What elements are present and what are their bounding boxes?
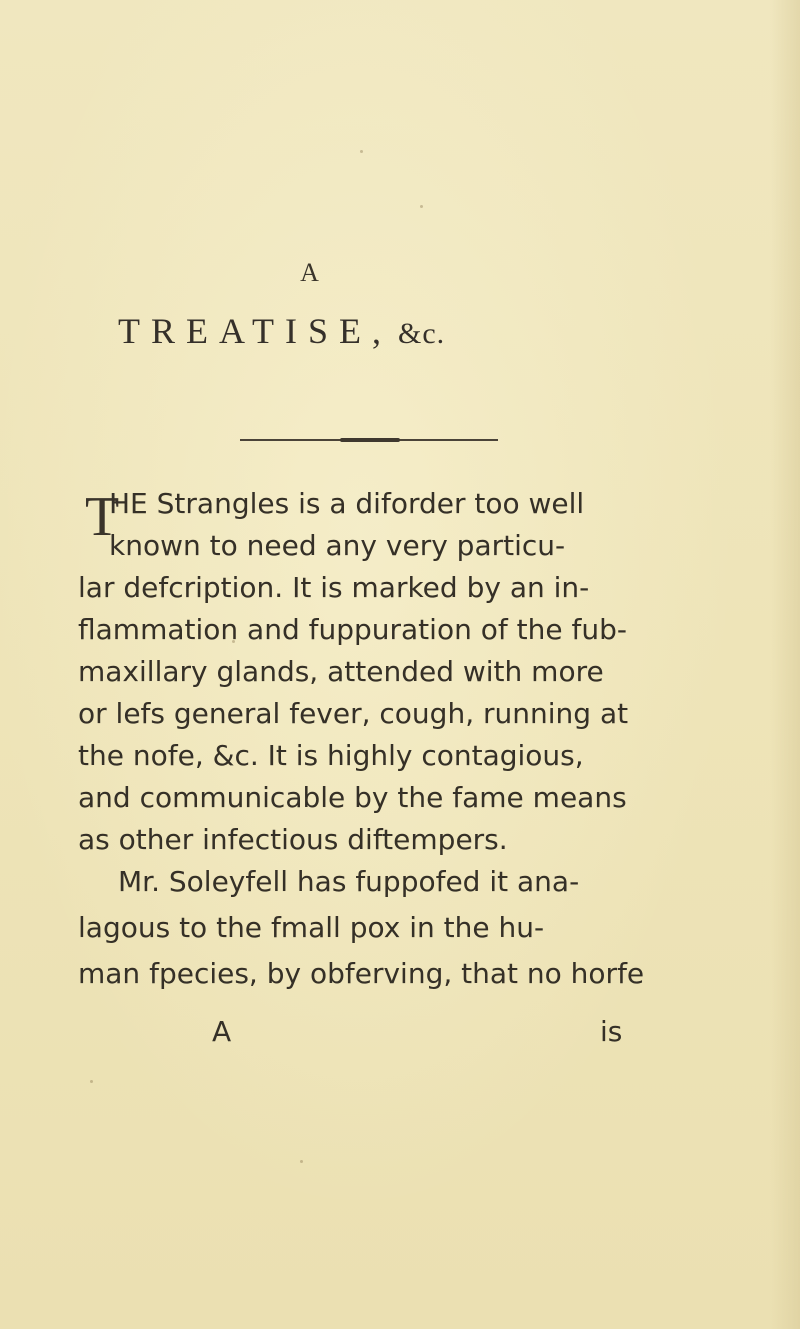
text-line: as other infectious diftempers. bbox=[78, 823, 508, 856]
text-line: and communicable by the fame means bbox=[78, 781, 627, 814]
title-etc: &c. bbox=[398, 317, 446, 350]
page-gutter-shadow bbox=[770, 0, 800, 1329]
text-line: flammation and fuppuration of the fub- bbox=[78, 613, 627, 646]
title-preposition: A bbox=[300, 258, 320, 287]
text-line: lar defcription. It is marked by an in- bbox=[78, 571, 590, 604]
paper-speck bbox=[360, 150, 363, 153]
title-word: TREATISE, bbox=[118, 311, 392, 351]
page-title bbox=[118, 310, 738, 352]
paper-speck bbox=[300, 1160, 303, 1163]
text-line: HE Strangles is a diforder too well bbox=[109, 487, 585, 520]
text-line: or lefs general fever, cough, running at bbox=[78, 697, 629, 730]
paper-speck bbox=[90, 1080, 93, 1083]
text-line: the nofe, &c. It is highly contagious, bbox=[78, 739, 584, 772]
signature-mark: A bbox=[212, 1015, 232, 1048]
text-line: maxillary glands, attended with more bbox=[78, 655, 604, 688]
paper-speck bbox=[420, 205, 423, 208]
drop-capital: T bbox=[85, 486, 120, 548]
decorative-rule bbox=[240, 439, 498, 441]
paper-speck bbox=[232, 640, 235, 643]
text-line: lagous to the fmall pox in the hu- bbox=[78, 911, 545, 944]
text-line: man fpecies, by obferving, that no horfe bbox=[78, 957, 645, 990]
text-line: Mr. Soleyfell has fuppofed it ana- bbox=[118, 865, 580, 898]
catchword: is bbox=[600, 1015, 623, 1048]
text-line: known to need any very particu- bbox=[109, 529, 566, 562]
